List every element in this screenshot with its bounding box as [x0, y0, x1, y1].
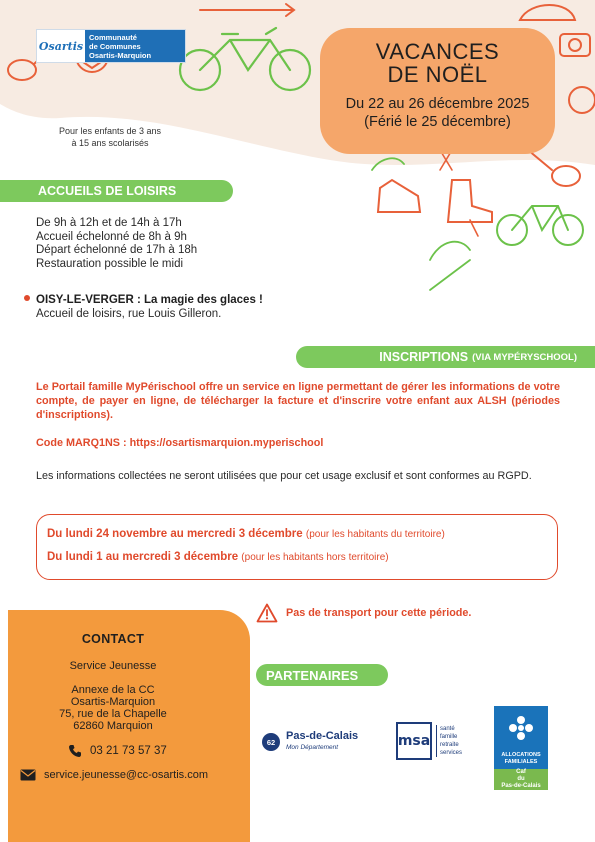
pdc-subtitle: Mon Département	[286, 744, 339, 751]
address-line: 62860 Marquion	[73, 720, 153, 732]
logo-line: Communauté	[89, 32, 137, 42]
msa-word: services	[440, 750, 463, 756]
portal-code-link[interactable]: Code MARQ1NS : https://osartismarquion.myperischool	[36, 437, 324, 449]
logo-mark-text: Osartis	[38, 39, 84, 53]
hours-line: De 9h à 12h et de 14h à 17h	[36, 217, 182, 229]
hero-date-line: (Férié le 25 décembre)	[364, 114, 511, 130]
registration-period	[47, 546, 547, 569]
cap-icon	[520, 5, 575, 20]
caf-label: ALLOCATIONS FAMILIALES	[501, 752, 541, 765]
contact-email[interactable]	[20, 769, 208, 781]
ball-icon	[569, 87, 595, 113]
registration-period	[47, 523, 547, 546]
shoe-icon	[378, 180, 492, 222]
transport-warning	[256, 603, 471, 623]
warning-triangle-icon	[256, 603, 278, 623]
hours-line: Départ échelonné de 17h à 18h	[36, 244, 198, 256]
envelope-icon	[20, 769, 36, 781]
hero-banner	[320, 28, 555, 154]
site-title: OISY-LE-VERGER : La magie des glaces !	[36, 294, 263, 306]
hours-line: Accueil échelonné de 8h à 9h	[36, 230, 187, 243]
contact-panel	[8, 610, 250, 842]
caf-name	[494, 769, 548, 790]
partner-msa-logo	[396, 722, 462, 760]
portal-description: Le Portail famille MyPérischool offre un service en ligne permettant de gérer les informations de votre compte, de payer en ligne, de télécharger la facture et d'inscrire votre enfant aux ALSH (périodes d'inscriptions).	[36, 381, 560, 421]
bicycle-icon	[180, 28, 310, 90]
pdc-badge: 62	[262, 733, 280, 751]
logo-line: Osartis-Marquion	[89, 50, 152, 60]
address-line: 75, rue de la Chapelle	[59, 708, 167, 720]
contact-service: Service Jeunesse	[69, 660, 157, 672]
contact-address	[8, 684, 218, 732]
hours-line: Restauration possible le midi	[36, 257, 184, 270]
bicycle-icon	[497, 206, 583, 245]
address-line: Osartis-Marquion	[70, 696, 156, 708]
hours-list	[36, 217, 197, 271]
period-dates: Du lundi 24 novembre au mercredi 3 décembre	[47, 528, 303, 540]
section-heading-text: PARTENAIRES	[266, 667, 359, 683]
logo-mark	[37, 30, 85, 62]
period-dates: Du lundi 1 au mercredi 3 décembre	[47, 551, 239, 563]
contact-title: CONTACT	[81, 632, 145, 646]
period-note: (pour les habitants hors territoire)	[241, 552, 389, 563]
section-heading-text: ACCUEILS DE LOISIRS	[38, 184, 177, 198]
hero-dates	[346, 95, 530, 131]
site-block	[24, 293, 263, 321]
msa-word: santé	[440, 726, 455, 732]
section-heading-accueils	[0, 180, 233, 202]
address-line: Annexe de la CC	[71, 684, 155, 696]
audience-line: à 15 ans scolarisés	[71, 138, 149, 148]
partner-caf-logo	[494, 706, 548, 790]
guitar-icon	[528, 150, 580, 186]
caf-name-line: Caf	[516, 769, 526, 775]
hero-date-line: Du 22 au 26 décembre 2025	[345, 96, 530, 112]
caf-name-line: Pas-de-Calais	[501, 783, 541, 789]
section-heading-suffix: (VIA MYPÉRYSCHOOL)	[472, 351, 577, 363]
period-note: (pour les habitants du territoire)	[305, 529, 445, 540]
pdc-name: Pas-de-Calais	[286, 730, 359, 742]
phone-icon	[68, 744, 82, 758]
audience-note	[40, 125, 180, 149]
caf-name-line: du	[517, 776, 525, 782]
msa-words	[436, 725, 462, 757]
bullet-dot-icon	[24, 295, 30, 301]
camera-icon	[560, 34, 590, 56]
logo-text	[85, 30, 185, 62]
msa-mark: msa	[396, 722, 432, 760]
contact-phone[interactable]	[68, 744, 167, 758]
msa-word: famille	[440, 734, 458, 740]
section-heading-partenaires	[256, 664, 388, 686]
hero-title	[376, 40, 499, 86]
section-heading-text: INSCRIPTIONS	[379, 350, 469, 364]
hero-title-line: DE NOËL	[387, 62, 488, 87]
email-address: service.jeunesse@cc-osartis.com	[44, 769, 208, 781]
audience-line: Pour les enfants de 3 ans	[58, 126, 162, 136]
msa-word: retraite	[440, 742, 459, 748]
logo-line: de Communes	[89, 41, 141, 51]
partner-pas-de-calais-logo	[262, 727, 384, 757]
section-heading-inscriptions	[296, 346, 595, 368]
site-address: Accueil de loisirs, rue Louis Gilleron.	[36, 308, 222, 320]
arrow-icon	[200, 4, 294, 16]
rgpd-notice: Les informations collectées ne seront utilisées que pour cet usage exclusif et sont conformes au RGPD.	[36, 470, 532, 482]
osartis-logo	[36, 29, 186, 63]
caf-emblem	[494, 706, 548, 750]
hero-title-line: VACANCES	[375, 39, 500, 64]
warning-text: Pas de transport pour cette période.	[286, 607, 472, 619]
caf-family-icon	[506, 713, 536, 743]
leaf-icon	[372, 158, 470, 290]
phone-number: 03 21 73 57 37	[90, 745, 167, 757]
registration-periods	[36, 514, 558, 580]
